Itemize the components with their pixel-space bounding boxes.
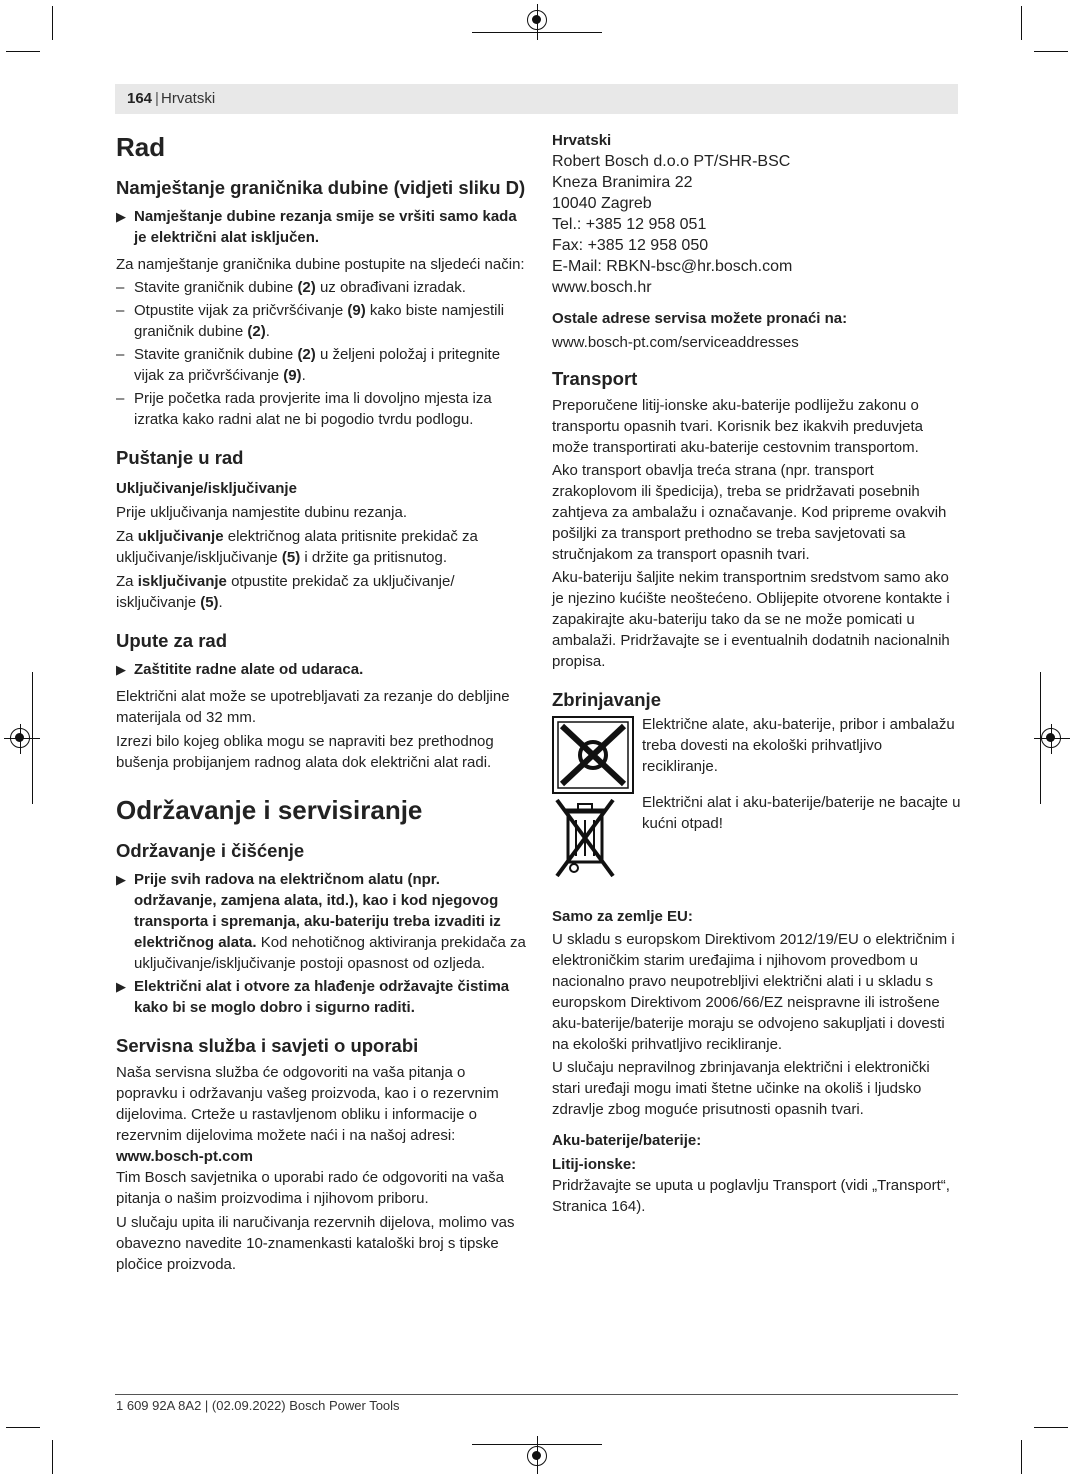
servis-p1: Naša servisna služba će odgovoriti na vaša pitanja o popravku i održavanju vašeg proizvoda, kao i o rezervnim dijelovima. Crteže u rastavljenom obliku i informacije o rezervnim dijelovima možete naći i na našoj adresi:	[116, 1064, 499, 1144]
eu-p2: U slučaju nepravilnog zbrinjavanja električni i elektronički stari uređaji mogu imati štetne učinke na okoliš i ljudsko zdravlje zbog moguće prisutnosti opasnih tvari.	[552, 1059, 930, 1118]
servis-p2: Tim Bosch savjetnika o uporabi rado će odgovoriti na vaša pitanja o našim proizvodima i njihovom priboru.	[116, 1169, 504, 1207]
heading-eu: Samo za zemlje EU:	[552, 908, 693, 925]
page-header	[115, 84, 958, 114]
crop-mark	[1034, 1427, 1068, 1428]
warning-upute: ▶ Zaštitite radne alate od udaraca.	[116, 661, 364, 678]
list-item: – Prije početka rada provjerite ima li dovoljno mjesta iza izratka kako radni alat ne bi pogodio tvrdu podlogu.	[116, 390, 492, 428]
heading-servis: Servisna služba i savjeti o uporabi	[116, 1035, 419, 1056]
crop-mark	[52, 1440, 53, 1474]
transport-p1: Preporučene litij-ionske aku-baterije podliježu zakonu o transportu opasnih tvari. Korisnik bez ikakvih preduvjeta može transportirati aku-baterije cestovnim transportom.	[552, 397, 924, 456]
crop-mark	[6, 1427, 40, 1428]
address-line[interactable]: E-Mail: RBKN-bsc@hr.bosch.com	[552, 258, 793, 275]
transport-p2: Ako transport obavlja treća strana (npr. transport zrakoplovom ili špedicija), treba se pridržavati posebnih zahtjeva za ambalažu i označavanje. Kod pripreme ovakvih pošiljki za transport prethodno se treba savjetovati sa stručnjakom za transport opasnih tvari.	[552, 462, 947, 563]
address-line: 10040 Zagreb	[552, 195, 652, 212]
heading-transport: Transport	[552, 368, 638, 389]
heading-aku: Aku-baterije/baterije:	[552, 1132, 702, 1149]
header-language: Hrvatski	[161, 90, 216, 107]
registration-mark-icon	[1041, 728, 1061, 748]
heading-ciscenje: Održavanje i čišćenje	[116, 840, 305, 861]
right-column	[552, 130, 962, 1217]
crossed-bin-icon	[554, 796, 616, 888]
eu-p1: U skladu s europskom Direktivom 2012/19/EU o električnim i elektroničkim starim uređajima i njihovom provedbom u nacionalno pravo neupotrebljivi električni alati i u skladu s europskom Direktivom 2006/66/EZ neispravne ili istrošene aku-baterije/baterije moraju se odvojeno sakupljati i dovesti na ekološki prihvatljivo recikliranje.	[552, 931, 955, 1053]
section-title-odrzavanje: Održavanje i servisiranje	[116, 795, 423, 825]
address-line: Kneza Branimira 22	[552, 174, 693, 191]
crop-mark	[1034, 51, 1068, 52]
header-separator: |	[155, 90, 159, 107]
registration-mark-icon	[527, 10, 547, 30]
bin-row	[552, 796, 962, 892]
ukljucivanje-p1: Prije uključivanja namjestite dubinu rezanja.	[116, 504, 407, 521]
address-line: Fax: +385 12 958 050	[552, 237, 709, 254]
list-item: – Otpustite vijak za pričvršćivanje (9) kako biste namjestili graničnik dubine (2).	[116, 302, 505, 340]
heading-dubina: Namještanje graničnika dubine (vidjeti sliku D)	[116, 177, 526, 198]
crop-mark	[52, 6, 53, 40]
servis-url[interactable]: www.bosch-pt.com	[116, 1148, 253, 1165]
ukljucivanje-p3: Za isključivanje otpustite prekidač za uključivanje/ isključivanje (5).	[116, 573, 455, 611]
crop-mark	[1021, 1440, 1022, 1474]
ostale-url[interactable]: www.bosch-pt.com/serviceaddresses	[552, 334, 799, 351]
heading-upute: Upute za rad	[116, 630, 228, 651]
footer-rule	[115, 1394, 958, 1395]
heading-hrvatski: Hrvatski	[552, 132, 612, 149]
recycle-symbol-icon	[552, 716, 634, 794]
left-column	[116, 130, 526, 1275]
upute-p2: Izrezi bilo kojeg oblika mogu se napraviti bez prethodnog bušenja probijanjem radnog alata dok električni alat radi.	[116, 733, 494, 771]
ukljucivanje-p2: Za uključivanje električnog alata pritisnite prekidač za uključivanje/isključivanje (5) i držite ga pritisnutog.	[116, 528, 478, 566]
bin-text: Električni alat i aku-baterije/baterije ne bacajte u kućni otpad!	[642, 794, 961, 832]
list-item: – Stavite graničnik dubine (2) uz obrađivani izradak.	[116, 279, 466, 296]
service-address	[552, 151, 962, 298]
servis-p3: U slučaju upita ili naručivanja rezervnih dijelova, molimo vas obavezno navedite 10-znamenkasti kataloški broj s tipske pločice proizvoda.	[116, 1214, 515, 1273]
warning-ciscenje-1: ▶ Prije svih radova na električnom alatu (npr. održavanje, zamjena alata, itd.), kao i kod njegovog transporta i spremanja, aku-bateriju treba izvaditi iz električnog alata. Kod nehotičnog aktiviranja prekidača za uključivanje/isključivanje postoji opasnost od ozljeda.	[116, 871, 526, 972]
heading-ukljucivanje: Uključivanje/isključivanje	[116, 480, 297, 497]
registration-mark-icon	[527, 1446, 547, 1466]
warning-ciscenje-2: ▶ Električni alat i otvore za hlađenje održavajte čistima kako bi se moglo dobro i sigurno raditi.	[116, 978, 510, 1016]
page-number: 164	[127, 90, 153, 107]
heading-pustanje: Puštanje u rad	[116, 447, 244, 468]
list-item: – Stavite graničnik dubine (2) u željeni položaj i pritegnite vijak za pričvršćivanje (9).	[116, 346, 501, 384]
heading-ostale: Ostale adrese servisa možete pronaći na:	[552, 310, 848, 327]
transport-p3: Aku-bateriju šaljite nekim transportnim sredstvom samo ako je njezino kućište neoštećeno. Oblijepite otvorene kontakte i zapakirajte aku-bateriju tako da se ne može pomicati u ambalaži. Pridržavajte se i eventualnih dodatnih nacionalnih propisa.	[552, 569, 950, 670]
crop-mark	[1021, 6, 1022, 40]
address-line: Tel.: +385 12 958 051	[552, 216, 707, 233]
heading-litij: Litij-ionske:	[552, 1156, 637, 1173]
upute-p1: Električni alat može se upotrebljavati za rezanje do debljine materijala od 32 mm.	[116, 688, 510, 726]
address-line: Robert Bosch d.o.o PT/SHR-BSC	[552, 153, 791, 170]
heading-zbrinjavanje: Zbrinjavanje	[552, 689, 661, 710]
litij-p: Pridržavajte se uputa u poglavlju Transport (vidi „Transport“, Stranica 164).	[552, 1177, 950, 1215]
section-title-rad: Rad	[116, 132, 166, 162]
registration-mark-icon	[10, 728, 30, 748]
dubina-intro: Za namještanje graničnika dubine postupite na sljedeći način:	[116, 256, 525, 273]
warning-dubina: ▶ Namještanje dubine rezanja smije se vršiti samo kada je električni alat isključen.	[116, 208, 517, 246]
crop-mark	[6, 51, 40, 52]
recycle-row	[552, 716, 962, 796]
page-footer: 1 609 92A 8A2 | (02.09.2022) Bosch Power Tools	[116, 1398, 400, 1413]
address-line[interactable]: www.bosch.hr	[552, 279, 652, 296]
recycle-text: Električne alate, aku-baterije, pribor i ambalažu treba dovesti na ekološki prihvatljivo recikliranje.	[642, 716, 955, 775]
